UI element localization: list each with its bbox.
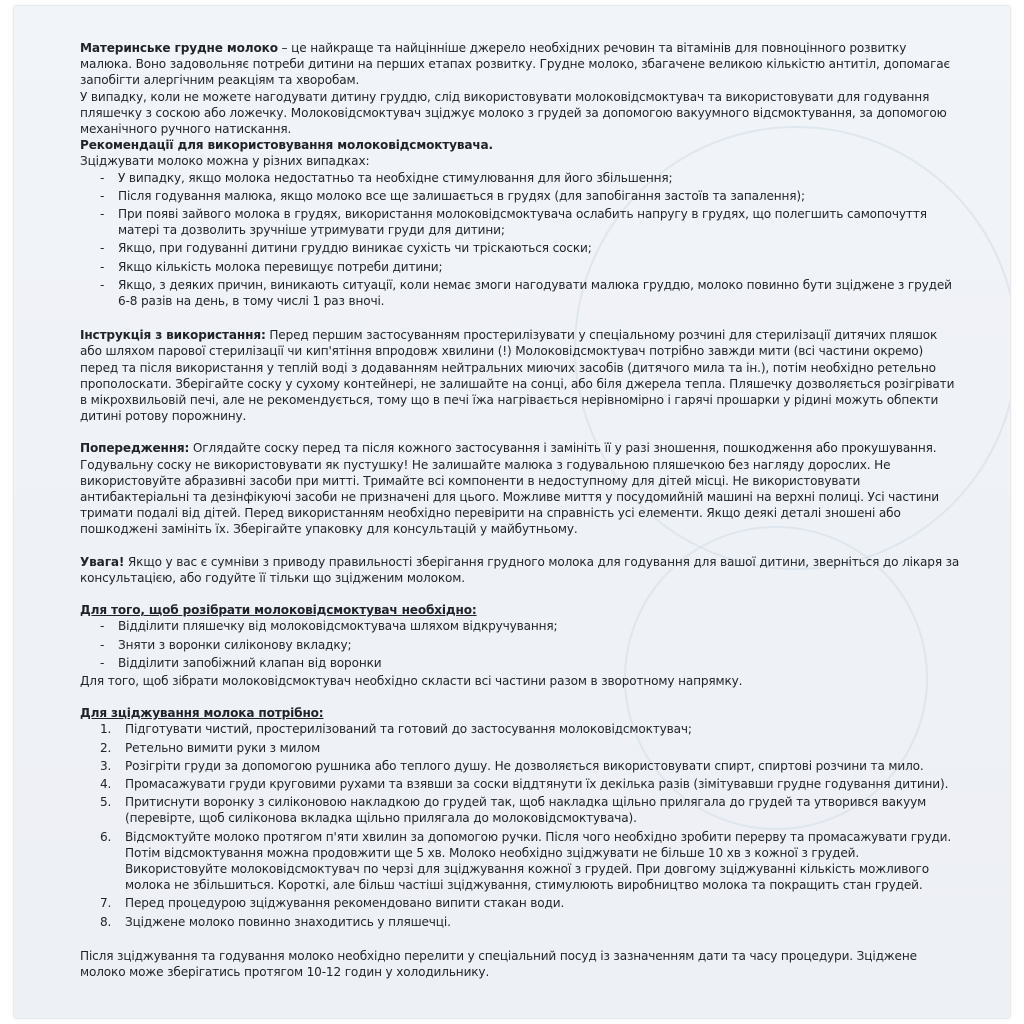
warnings-text: Оглядайте соску перед та після кожного застосування і замініть її у разі зношення, пошкодження або прокушування. Годувальну соску не використовувати як пустушку! Не залишайте малюка з годувальною пляшечкою без нагляду дорослих. Не використовуйте абразивні засоби при митті. Тримайте всі компоненти в недоступному для дітей місці. Не використовувати антибактеріальні та дезінфікуючі засоби не призначені для цього. Можливе миття у посудомийній машині на верхні полиці. Усі частини тримати подалі від дітей. Перед використанням необхідно перевірити на справність усі елементи. Якщо деякі деталі зношені або пошкоджені замініть їх. Зберігайте упаковку для консультацій у майбутньому. [80, 441, 939, 537]
intro-bold-lead: Материнське грудне молоко [80, 41, 278, 55]
list-item: - Відділити пляшечку від молоковідсмоктувача шляхом відкручування; [80, 618, 960, 634]
expressing-steps [80, 721, 960, 929]
list-item: 6. Відсмоктуйте молоко протягом п'яти хвилин за допомогою ручки. Після чого необхідно зробити перерву та промасажувати груди. Потім відсмоктування можна продовжити ще 5 хв. Молоко необхідно зціджувати не більше 10 хв з кожної з грудей. Використовуйте молоковідсмоктувач по черзі для зціджування кожної з грудей. При довгому зціджуванні кількість можливого молока не збільшиться. Короткі, але більш частіші зціджування, стимулюють виробництво молока та покращить стан грудей. [100, 829, 952, 893]
list-item: - Зняти з воронки силіконову вкладку; [80, 637, 960, 653]
list-item: 3. Розігріти груди за допомогою рушника або теплого душу. Не дозволяється використовувати спирт, спиртові розчини та мило. [100, 758, 924, 773]
attention-label: Увага! [80, 554, 125, 569]
recommendations-lead: Зціджувати молоко можна у різних випадках: [80, 154, 370, 169]
list-item: - Після годування малюка, якщо молоко все ще залишається в грудях (для запобігання застоїв та запалення); [80, 188, 960, 204]
attention-paragraph [80, 554, 960, 586]
instruction-sheet [14, 6, 1010, 1018]
list-item: 2. Ретельно вимити руки з милом [100, 740, 321, 755]
disassembly-list [80, 618, 960, 671]
warnings-paragraph [80, 440, 960, 537]
expressing-title: Для зціджування молока потрібно: [80, 706, 324, 721]
instruction-label: Інструкція з використання: [80, 328, 266, 343]
intro-paragraph-2: У випадку, коли не можете нагодувати дитину груддю, слід використовувати молоковідсмоктувач та використовувати для годування пляшечку з соскою або ложечку. Молоковідсмоктувач зціджує молоко з грудей за допомогою вакуумного відсмоктування, за допомогою механічного ручного натискання. [80, 89, 947, 137]
list-item: 5. Притиснути воронку з силіконовою накладкою до грудей так, щоб накладка щільно прилягала до грудей та утворився вакуум (перевірте, щоб силіконова вкладка щільно прилягала до молоковідсмоктувача). [100, 795, 927, 826]
intro-paragraph [80, 40, 960, 89]
list-item: - Якщо, з деяких причин, виникають ситуації, коли немає змоги нагодувати малюка груддю, молоко повинно бути зціджене з грудей 6-8 разів на день, в тому числі 1 раз вночі. [80, 277, 960, 309]
list-item: 8. Зціджене молоко повинно знаходитись у пляшечці. [100, 914, 451, 929]
instruction-paragraph [80, 327, 960, 424]
list-item: - У випадку, якщо молока недостатньо та необхідне стимулювання для його збільшення; [80, 170, 960, 186]
recommendations-title: Рекомендації для використовування молоковідсмоктувача. [80, 138, 493, 153]
intro-text: – це найкраще та найцінніше джерело необхідних речовин та вітамінів для повноцінного розвитку малюка. Воно задовольняє потреби дитини на перших етапах розвитку. Грудне молоко, збагачене великою кількістю антитіл, допомагає запобігти алергічним реакціям та хворобам. [80, 41, 951, 88]
recommendations-list [80, 170, 960, 310]
list-item: - При появі зайвого молока в грудях, використання молоковідсмоктувача ослабить напругу в грудях, що полегшить самопочуття матері та дозволить зручніше утримувати груди для дитини; [80, 206, 960, 238]
disassembly-title: Для того, щоб розібрати молоковідсмоктувач необхідно: [80, 603, 477, 618]
attention-text: Якщо у вас є сумніви з приводу правильності зберігання грудного молока для годування для вашої дитини, зверніться до лікаря за консультацією, або годуйте її тільки що зцідженим молоком. [80, 554, 960, 585]
list-item: 1. Підготувати чистий, простерилізований та готовий до застосування молоковідсмоктувач; [100, 722, 692, 737]
list-item: - Відділити запобіжний клапан від воронки [80, 655, 960, 671]
assembly-note: Для того, щоб зібрати молоковідсмоктувач необхідно скласти всі частини разом в зворотному напрямку. [80, 673, 743, 688]
list-item: 4. Промасажувати груди круговими рухами та взявши за соски віддтянути їх декілька разів (зімітувавши грудне годування дитини). [100, 776, 949, 791]
closing-paragraph: Після зціджування та годування молоко необхідно перелити у спеціальний посуд із зазначенням дати та часу процедури. Зціджене молоко може зберігатись протягом 10-12 годин у холодильнику. [80, 948, 917, 979]
list-item: - Якщо кількість молока перевищує потреби дитини; [80, 259, 960, 275]
instruction-text: Перед першим застосуванням простерилізувати у спеціальному розчині для стерилізації дитячих пляшок або шляхом парової стерилізації чи кип'ятіння впродовж хвилини (!) Молоковідсмоктувач потрібно завжди мити (всі частини окремо) перед та після використання у теплій воді з додаванням нейтральних миючих засобів (дитячого мила та ін.), потім необхідно ретельно прополоскати. Зберігайте соску у сухому контейнері, не залишайте на сонці, або біля джерела тепла. Пляшечку дозволяється розігрівати в мікрохвильовій печі, але не рекомендується, тому що в печі їжа нагрівається нерівномірно і гарячі прошарки у рідині можуть обпекти дитині ротову порожнину. [80, 328, 955, 424]
list-item: - Якщо, при годуванні дитини груддю виникає сухість чи тріскаються соски; [80, 240, 960, 256]
warnings-label: Попередження: [80, 441, 190, 456]
list-item: 7. Перед процедурою зціджування рекомендовано випити стакан води. [100, 896, 565, 911]
document-body [80, 40, 960, 980]
